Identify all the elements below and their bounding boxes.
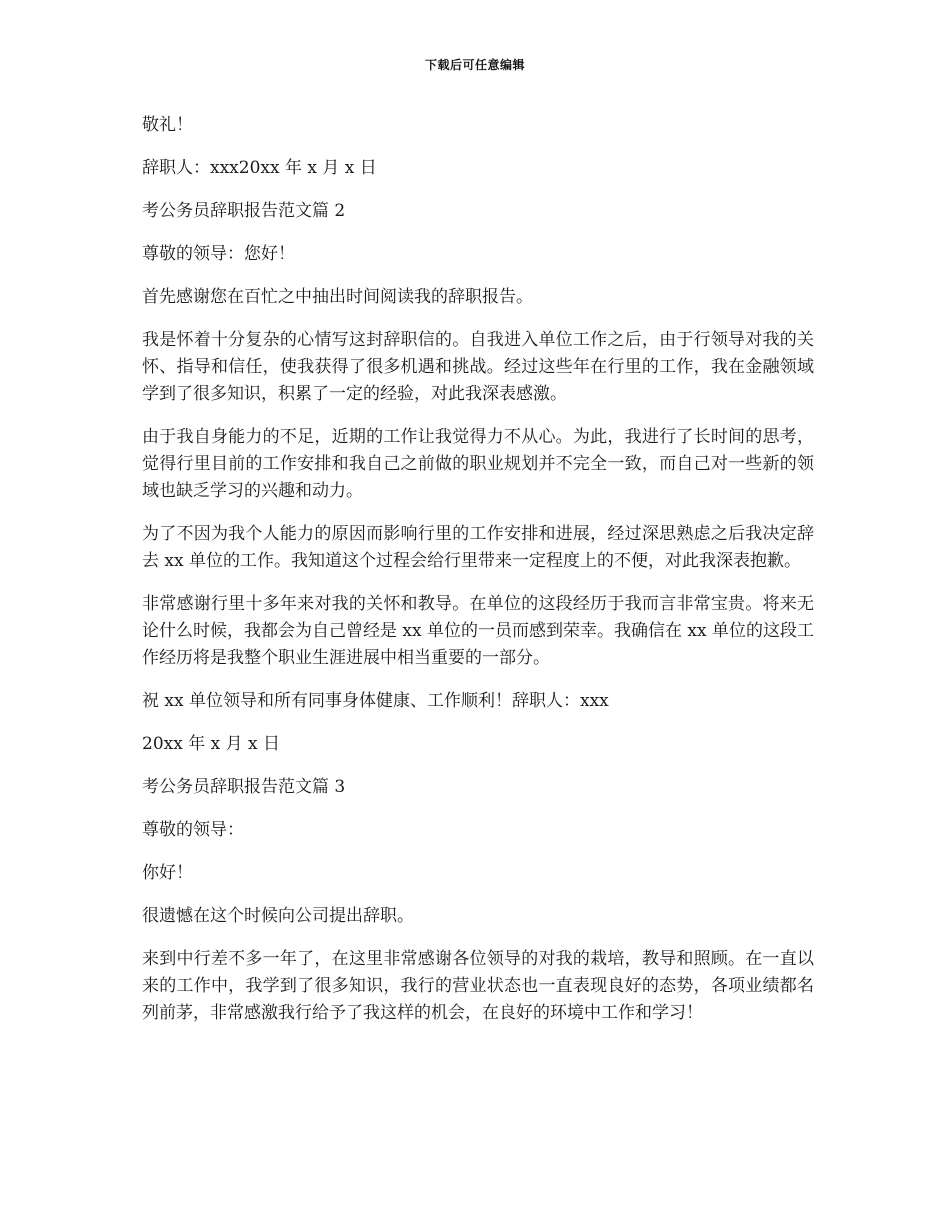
body-paragraph: 我是怀着十分复杂的心情写这封辞职信的。自我进入单位工作之后，由于行领导对我的关怀、指导和信任，使我获得了很多机遇和挑战。经过这些年在行里的工作，我在金融领域学到了很多知识，积累了一定的经验，对此我深表感激。 [142,330,814,404]
document-body [142,112,814,1043]
closing-salutation: 敬礼！ [142,115,193,135]
page-header: 下载后可任意编辑 [424,58,525,72]
body-paragraph: 很遗憾在这个时候向公司提出辞职。 [142,906,414,926]
body-paragraph: 首先感谢您在百忙之中抽出时间阅读我的辞职报告。 [142,287,533,307]
body-paragraph: 由于我自身能力的不足，近期的工作让我觉得力不从心。为此，我进行了长时间的思考，觉得行里目前的工作安排和我自己之前做的职业规划并不完全一致，而自己对一些新的领域也缺乏学习的兴趣和动力。 [142,427,814,501]
body-paragraph: 来到中行差不多一年了，在这里非常感谢各位领导的对我的栽培，教导和照顾。在一直以来的工作中，我学到了很多知识，我行的营业状态也一直表现良好的态势，各项业绩都名列前茅，非常感激我行给予了我这样的机会，在良好的环境中工作和学习！ [142,949,814,1023]
date-line: 20xx 年 x 月 x 日 [142,734,281,754]
signature-line: 辞职人：xxx20xx 年 x 月 x 日 [142,158,377,178]
section-title: 考公务员辞职报告范文篇 2 [142,201,346,221]
greeting: 尊敬的领导：您好！ [142,244,295,264]
greeting: 尊敬的领导： [142,820,244,840]
section-title: 考公务员辞职报告范文篇 3 [142,777,346,797]
body-paragraph: 为了不因为我个人能力的原因而影响行里的工作安排和进展，经过深思熟虑之后我决定辞去 xx 单位的工作。我知道这个过程会给行里带来一定程度上的不便，对此我深表抱歉。 [142,524,814,571]
greeting: 你好！ [142,863,193,883]
closing-wish: 祝 xx 单位领导和所有同事身体健康、工作顺利！辞职人：xxx [142,691,609,711]
body-paragraph: 非常感谢行里十多年来对我的关怀和教导。在单位的这段经历于我而言非常宝贵。将来无论什么时候，我都会为自己曾经是 xx 单位的一员而感到荣幸。我确信在 xx 单位的这段工作经历将是我整个职业生涯进展中相当重要的一部分。 [142,594,814,668]
